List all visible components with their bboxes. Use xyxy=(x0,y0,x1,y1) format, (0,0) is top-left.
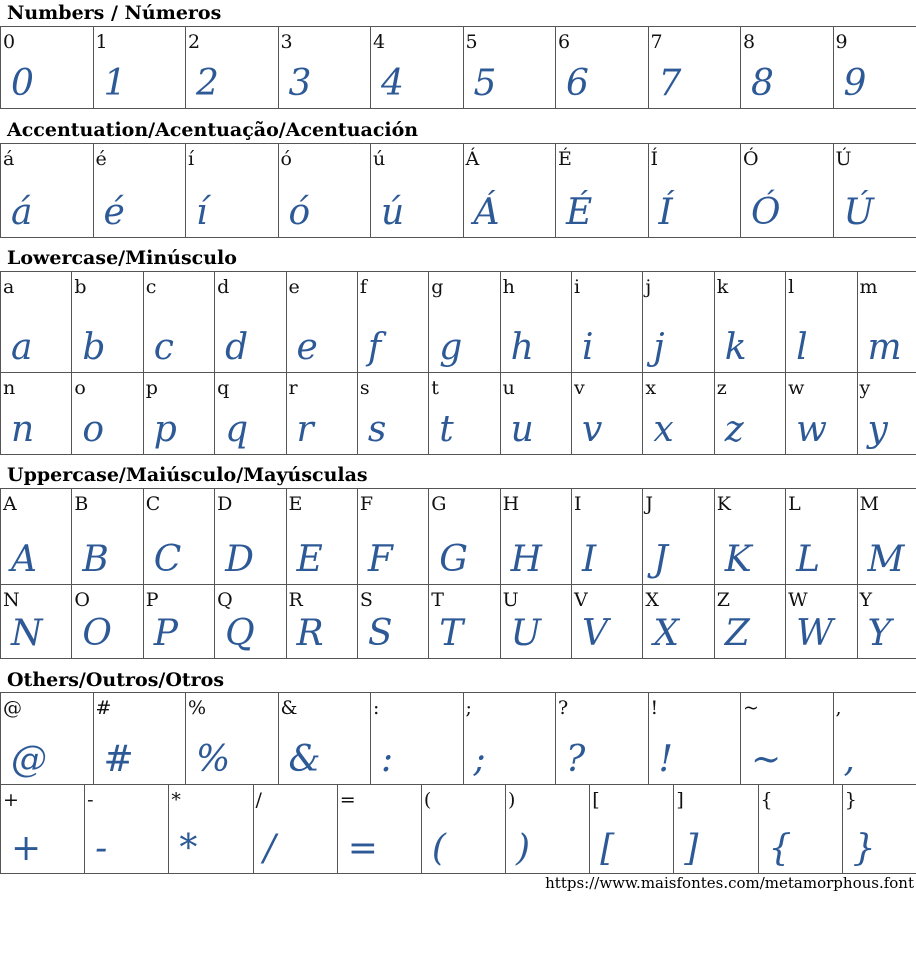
glyph-sample: m xyxy=(867,327,902,368)
section-title: Uppercase/Maiúsculo/Mayúsculas xyxy=(7,464,368,486)
glyph-sample: U xyxy=(510,613,541,654)
glyph-cell xyxy=(500,272,571,373)
glyph-cell xyxy=(357,585,428,659)
glyph-sample: T xyxy=(439,613,464,654)
glyph-sample: } xyxy=(852,828,876,869)
glyph-cell xyxy=(143,373,214,455)
glyph-sample: Y xyxy=(867,613,892,654)
glyph-sample: n xyxy=(11,409,35,450)
glyph-cell xyxy=(643,489,714,585)
glyph-label: * xyxy=(171,789,181,811)
glyph-sample: Í xyxy=(658,192,673,233)
glyph-sample: t xyxy=(439,409,454,450)
glyph-sample: 8 xyxy=(751,63,774,104)
glyph-sample: h xyxy=(510,327,534,368)
glyph-cell xyxy=(500,489,571,585)
glyph-label: h xyxy=(502,276,515,298)
glyph-label: ( xyxy=(423,789,432,811)
glyph-sample: z xyxy=(724,409,744,450)
glyph-cell xyxy=(786,272,857,373)
glyph-label: D xyxy=(217,493,233,515)
glyph-sample: ] xyxy=(684,828,699,869)
glyph-cell xyxy=(286,272,357,373)
glyph-sample: B xyxy=(82,539,109,580)
glyph-sample: w xyxy=(796,409,827,450)
glyph-label: K xyxy=(716,493,731,515)
glyph-sample: % xyxy=(196,739,231,780)
glyph-label: , xyxy=(835,697,842,719)
glyph-label: n xyxy=(3,377,16,399)
glyph-sample: J xyxy=(653,539,668,580)
glyph-label: Y xyxy=(859,589,873,611)
glyph-label: Q xyxy=(217,589,233,611)
glyph-sample: E xyxy=(296,539,323,580)
glyph-sample: { xyxy=(768,828,792,869)
glyph-label: d xyxy=(217,276,230,298)
glyph-sample: F xyxy=(367,539,393,580)
glyph-cell xyxy=(286,373,357,455)
section-title: Lowercase/Minúsculo xyxy=(7,247,237,269)
glyph-cell xyxy=(1,27,94,109)
glyph-sample: p xyxy=(153,409,177,450)
glyph-label: q xyxy=(217,377,230,399)
glyph-label: s xyxy=(359,377,370,399)
glyph-sample: S xyxy=(367,613,393,654)
glyph-label: ] xyxy=(676,789,684,811)
glyph-sample: s xyxy=(367,409,387,450)
glyph-label: Í xyxy=(650,148,659,170)
glyph-label: C xyxy=(145,493,161,515)
glyph-sample: - xyxy=(95,828,108,869)
glyph-cell xyxy=(590,785,674,874)
glyph-label: T xyxy=(431,589,444,611)
glyph-cell xyxy=(500,585,571,659)
glyph-label: ó xyxy=(280,148,292,170)
glyph-sample: r xyxy=(296,409,314,450)
glyph-label: Ó xyxy=(743,148,759,170)
glyph-sample: Á xyxy=(473,192,500,233)
glyph-sample: e xyxy=(296,327,318,368)
glyph-label: I xyxy=(574,493,582,515)
section-title: Others/Outros/Otros xyxy=(7,669,225,691)
glyph-sample: 9 xyxy=(843,63,867,104)
glyph-sample: Z xyxy=(724,613,750,654)
glyph-cell xyxy=(1,585,72,659)
glyph-table xyxy=(0,692,916,785)
glyph-sample: u xyxy=(510,409,534,450)
glyph-label: w xyxy=(788,377,805,399)
glyph-cell xyxy=(85,785,169,874)
glyph-sample: í xyxy=(196,192,208,233)
glyph-sample: x xyxy=(653,409,674,450)
glyph-cell xyxy=(93,693,186,785)
glyph-sample: f xyxy=(367,327,382,368)
glyph-label: z xyxy=(716,377,727,399)
glyph-label: M xyxy=(859,493,879,515)
glyph-cell xyxy=(572,373,643,455)
glyph-label: % xyxy=(188,697,207,719)
glyph-sample: R xyxy=(296,613,324,654)
glyph-cell xyxy=(357,272,428,373)
glyph-label: / xyxy=(255,789,262,811)
glyph-label: + xyxy=(3,789,19,811)
glyph-label: P xyxy=(145,589,159,611)
glyph-label: f xyxy=(359,276,367,298)
glyph-cell xyxy=(215,489,286,585)
glyph-label: 4 xyxy=(373,31,386,53)
glyph-sample: + xyxy=(11,828,42,869)
glyph-sample: ; xyxy=(473,739,486,780)
glyph-sample: L xyxy=(796,539,821,580)
glyph-cell xyxy=(186,27,279,109)
glyph-label: p xyxy=(145,377,158,399)
glyph-cell xyxy=(714,272,785,373)
glyph-sample: N xyxy=(11,613,43,654)
glyph-label: U xyxy=(502,589,519,611)
glyph-sample: ( xyxy=(431,828,446,869)
glyph-cell xyxy=(741,27,834,109)
glyph-sample: v xyxy=(582,409,603,450)
glyph-cell xyxy=(215,272,286,373)
source-url[interactable]: https://www.maisfontes.com/metamorphous.font xyxy=(545,874,914,892)
glyph-cell xyxy=(648,693,741,785)
glyph-sample: b xyxy=(82,327,106,368)
glyph-sample: ? xyxy=(566,739,586,780)
glyph-label: e xyxy=(288,276,300,298)
glyph-label: y xyxy=(859,377,871,399)
glyph-sample: o xyxy=(82,409,105,450)
glyph-label: S xyxy=(359,589,373,611)
glyph-label: 5 xyxy=(465,31,478,53)
glyph-cell xyxy=(1,272,72,373)
section-title: Numbers / Números xyxy=(7,2,222,24)
glyph-sample: # xyxy=(103,739,134,780)
glyph-label: 0 xyxy=(3,31,16,53)
glyph-sample: d xyxy=(225,327,249,368)
glyph-cell xyxy=(500,373,571,455)
glyph-cell xyxy=(741,693,834,785)
glyph-sample: Ú xyxy=(843,192,874,233)
glyph-cell xyxy=(857,373,916,455)
glyph-sample: 6 xyxy=(566,63,589,104)
glyph-sample: ) xyxy=(516,828,531,869)
glyph-label: É xyxy=(558,148,572,170)
glyph-sample: D xyxy=(225,539,254,580)
glyph-cell xyxy=(337,785,421,874)
glyph-cell xyxy=(842,785,916,874)
glyph-sample: g xyxy=(439,327,463,368)
glyph-sample: P xyxy=(153,613,178,654)
glyph-cell xyxy=(371,693,464,785)
glyph-sample: X xyxy=(653,613,680,654)
glyph-label: V xyxy=(574,589,588,611)
glyph-sample: a xyxy=(11,327,33,368)
glyph-cell xyxy=(286,489,357,585)
glyph-label: Ú xyxy=(835,148,852,170)
glyph-table xyxy=(0,584,916,659)
glyph-sample: * xyxy=(179,828,198,869)
glyph-label: ! xyxy=(650,697,659,719)
glyph-cell xyxy=(572,272,643,373)
glyph-cell xyxy=(371,144,464,238)
glyph-sample: É xyxy=(566,192,593,233)
glyph-sample: K xyxy=(724,539,752,580)
glyph-cell xyxy=(833,27,916,109)
glyph-sample: é xyxy=(103,192,125,233)
glyph-table xyxy=(0,784,916,874)
glyph-cell xyxy=(215,585,286,659)
glyph-label: Á xyxy=(465,148,480,170)
glyph-cell xyxy=(741,144,834,238)
glyph-label: 3 xyxy=(280,31,293,53)
glyph-table xyxy=(0,372,916,455)
glyph-label: u xyxy=(502,377,515,399)
glyph-sample: M xyxy=(867,539,905,580)
glyph-sample: ! xyxy=(658,739,673,780)
glyph-sample: & xyxy=(288,739,321,780)
glyph-label: & xyxy=(280,697,298,719)
glyph-sample: : xyxy=(381,739,394,780)
glyph-sample: H xyxy=(510,539,543,580)
glyph-label: é xyxy=(95,148,107,170)
glyph-label: ~ xyxy=(743,697,759,719)
glyph-cell xyxy=(72,373,143,455)
glyph-label: L xyxy=(788,493,801,515)
glyph-label: í xyxy=(188,148,195,170)
glyph-label: O xyxy=(74,589,90,611)
glyph-label: @ xyxy=(3,697,22,719)
glyph-sample: [ xyxy=(600,828,615,869)
glyph-label: N xyxy=(3,589,20,611)
glyph-label: F xyxy=(359,493,374,515)
glyph-sample: W xyxy=(796,613,834,654)
glyph-sample: 1 xyxy=(103,63,127,104)
glyph-cell xyxy=(648,27,741,109)
glyph-cell xyxy=(93,144,186,238)
glyph-cell xyxy=(278,144,371,238)
glyph-cell xyxy=(556,27,649,109)
glyph-label: R xyxy=(288,589,303,611)
glyph-sample: l xyxy=(796,327,808,368)
glyph-label: 1 xyxy=(95,31,108,53)
glyph-label: 8 xyxy=(743,31,756,53)
glyph-sample: ú xyxy=(381,192,405,233)
glyph-label: # xyxy=(95,697,112,719)
glyph-cell xyxy=(1,785,85,874)
glyph-cell xyxy=(572,585,643,659)
glyph-cell xyxy=(506,785,590,874)
glyph-sample: I xyxy=(582,539,597,580)
glyph-sample: 0 xyxy=(11,63,34,104)
glyph-label: j xyxy=(645,276,652,298)
glyph-table xyxy=(0,143,916,238)
glyph-cell xyxy=(786,585,857,659)
glyph-cell xyxy=(833,144,916,238)
glyph-cell xyxy=(1,144,94,238)
glyph-label: Z xyxy=(716,589,730,611)
glyph-sample: q xyxy=(225,409,249,450)
glyph-cell xyxy=(278,693,371,785)
glyph-sample: G xyxy=(439,539,469,580)
glyph-label: 6 xyxy=(558,31,571,53)
glyph-label: ú xyxy=(373,148,386,170)
glyph-label: } xyxy=(844,789,857,811)
glyph-sample: i xyxy=(582,327,594,368)
glyph-sample: , xyxy=(843,739,855,780)
glyph-sample: j xyxy=(653,327,665,368)
glyph-label: b xyxy=(74,276,87,298)
section-title: Accentuation/Acentuação/Acentuación xyxy=(7,119,419,141)
glyph-sample: k xyxy=(724,327,747,368)
glyph-label: { xyxy=(760,789,773,811)
glyph-cell xyxy=(857,489,916,585)
glyph-cell xyxy=(215,373,286,455)
glyph-cell xyxy=(357,489,428,585)
glyph-label: A xyxy=(3,493,17,515)
glyph-cell xyxy=(143,489,214,585)
glyph-cell xyxy=(758,785,842,874)
glyph-label: : xyxy=(373,697,380,719)
glyph-sample: / xyxy=(263,828,276,869)
glyph-label: o xyxy=(74,377,86,399)
glyph-label: W xyxy=(788,589,808,611)
glyph-label: 2 xyxy=(188,31,201,53)
glyph-sample: C xyxy=(153,539,182,580)
glyph-cell xyxy=(429,585,500,659)
glyph-cell xyxy=(556,144,649,238)
glyph-label: x xyxy=(645,377,657,399)
glyph-label: - xyxy=(87,789,94,811)
glyph-label: k xyxy=(716,276,729,298)
glyph-cell xyxy=(429,272,500,373)
glyph-label: r xyxy=(288,377,298,399)
glyph-cell xyxy=(429,373,500,455)
glyph-label: m xyxy=(859,276,878,298)
glyph-cell xyxy=(643,585,714,659)
glyph-cell xyxy=(714,585,785,659)
glyph-cell xyxy=(463,27,556,109)
glyph-cell xyxy=(421,785,505,874)
glyph-cell xyxy=(1,693,94,785)
glyph-cell xyxy=(72,489,143,585)
glyph-label: c xyxy=(145,276,157,298)
glyph-cell xyxy=(357,373,428,455)
glyph-table xyxy=(0,26,916,109)
glyph-cell xyxy=(1,489,72,585)
glyph-cell xyxy=(286,585,357,659)
glyph-cell xyxy=(429,489,500,585)
glyph-cell xyxy=(72,272,143,373)
glyph-cell xyxy=(857,272,916,373)
glyph-label: v xyxy=(574,377,585,399)
glyph-sample: 7 xyxy=(658,63,682,104)
glyph-cell xyxy=(1,373,72,455)
glyph-sample: V xyxy=(582,613,608,654)
glyph-cell xyxy=(674,785,758,874)
glyph-table xyxy=(0,271,916,373)
glyph-cell xyxy=(253,785,337,874)
glyph-sample: Ó xyxy=(751,192,781,233)
glyph-label: 9 xyxy=(835,31,848,53)
glyph-sample: A xyxy=(11,539,37,580)
glyph-label: G xyxy=(431,493,447,515)
glyph-label: g xyxy=(431,276,444,298)
glyph-label: ; xyxy=(465,697,472,719)
glyph-sample: ó xyxy=(288,192,311,233)
glyph-label: H xyxy=(502,493,520,515)
glyph-sample: ~ xyxy=(751,739,782,780)
glyph-cell xyxy=(714,373,785,455)
glyph-label: a xyxy=(3,276,15,298)
glyph-label: ? xyxy=(558,697,569,719)
glyph-cell xyxy=(714,489,785,585)
glyph-label: 7 xyxy=(650,31,663,53)
glyph-cell xyxy=(786,373,857,455)
glyph-cell xyxy=(648,144,741,238)
glyph-sample: 2 xyxy=(196,63,219,104)
glyph-sample: @ xyxy=(11,739,47,780)
glyph-label: E xyxy=(288,493,303,515)
glyph-cell xyxy=(169,785,253,874)
glyph-sample: = xyxy=(347,828,378,869)
glyph-label: = xyxy=(339,789,356,811)
glyph-label: J xyxy=(645,493,653,515)
glyph-cell xyxy=(857,585,916,659)
glyph-sample: O xyxy=(82,613,112,654)
glyph-sample: 3 xyxy=(288,63,312,104)
glyph-table xyxy=(0,488,916,585)
glyph-cell xyxy=(463,693,556,785)
glyph-sample: Q xyxy=(225,613,255,654)
glyph-label: i xyxy=(574,276,581,298)
glyph-cell xyxy=(186,693,279,785)
glyph-label: [ xyxy=(592,789,600,811)
glyph-cell xyxy=(72,585,143,659)
glyph-cell xyxy=(643,373,714,455)
glyph-cell xyxy=(278,27,371,109)
glyph-cell xyxy=(143,272,214,373)
glyph-cell xyxy=(643,272,714,373)
glyph-label: ) xyxy=(508,789,516,811)
glyph-sample: 5 xyxy=(473,63,497,104)
glyph-sample: 4 xyxy=(381,63,404,104)
glyph-sample: c xyxy=(153,327,174,368)
glyph-cell xyxy=(93,27,186,109)
glyph-cell xyxy=(143,585,214,659)
glyph-cell xyxy=(186,144,279,238)
glyph-cell xyxy=(786,489,857,585)
glyph-sample: y xyxy=(867,409,888,450)
glyph-cell xyxy=(463,144,556,238)
glyph-label: l xyxy=(788,276,795,298)
glyph-cell xyxy=(556,693,649,785)
glyph-cell xyxy=(572,489,643,585)
glyph-cell xyxy=(833,693,916,785)
glyph-cell xyxy=(371,27,464,109)
glyph-label: X xyxy=(645,589,659,611)
glyph-label: t xyxy=(431,377,439,399)
glyph-label: B xyxy=(74,493,89,515)
glyph-sample: á xyxy=(11,192,33,233)
glyph-label: á xyxy=(3,148,15,170)
